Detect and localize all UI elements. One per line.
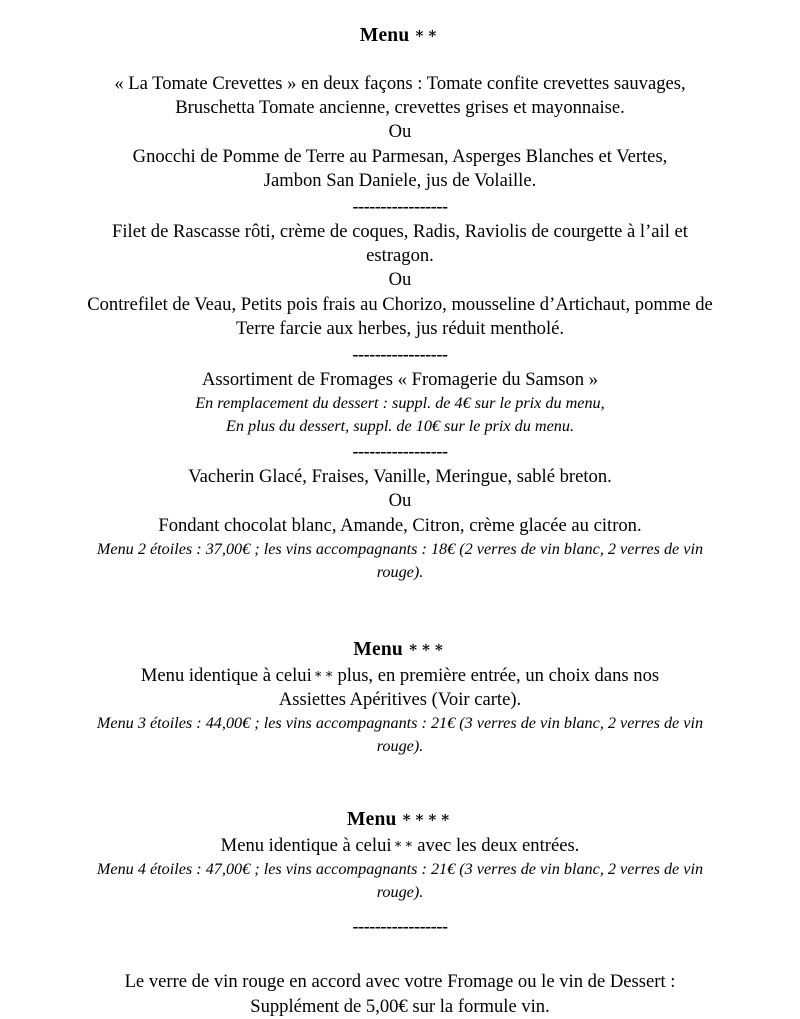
spacer-before-menu-four: [52, 758, 748, 806]
menu-two-star-price-line-1: Menu 2 étoiles : 37,00€ ; les vins accompagnants : 18€ (2 verres de vin blanc, 2 verres de vin: [96, 539, 704, 558]
main-two-line-2: Terre farcie aux herbes, jus réduit mentholé.: [235, 317, 565, 339]
menu-three-desc-part-a: Menu identique à celui: [140, 664, 312, 686]
dessert-two: Fondant chocolat blanc, Amande, Citron, crème glacée au citron.: [158, 514, 642, 536]
starter-one-line-1: « La Tomate Crevettes » en deux façons : Tomate confite crevettes sauvages,: [114, 73, 686, 94]
starter-two-line-2: Jambon San Daniele, jus de Volaille.: [263, 169, 537, 191]
spacer-before-footer: [52, 940, 748, 970]
starter-two-line-1: Gnocchi de Pomme de Terre au Parmesan, Asperges Blanches et Vertes,: [132, 145, 668, 167]
menu-four-desc-stars: ∗∗: [393, 836, 416, 852]
footer-wine-note-line-2: Supplément de 5,00€ sur la formule vin.: [250, 995, 550, 1017]
menu-two-star-title-stars: ∗∗: [414, 26, 441, 42]
menu-four-star-description-line-1: [52, 832, 748, 858]
cheese-supplement-note-1: En remplacement du dessert : suppl. de 4€ sur le prix du menu,: [195, 394, 605, 413]
menu-three-desc-stars: ∗∗: [313, 665, 336, 681]
section-separator: -----------------: [352, 196, 448, 217]
separator-after-cheese-wrap: [52, 438, 748, 465]
main-one-line-2: estragon.: [366, 245, 434, 267]
menu-two-star-title-word: Menu: [359, 25, 410, 46]
spacer-after-title: [52, 48, 748, 72]
menu-three-star-title: [52, 636, 748, 662]
starter-choice-separator-ou-1: Ou: [388, 121, 412, 143]
menu-four-desc-part-a: Menu identique à celui: [220, 835, 392, 857]
menu-four-star-title-word: Menu: [346, 809, 397, 831]
menu-three-star-price-line-2: rouge).: [376, 737, 424, 756]
section-separator: -----------------: [352, 441, 448, 462]
section-separator: -----------------: [352, 916, 448, 937]
separator-after-starters-wrap: [52, 193, 748, 220]
menu-four-star-title: [52, 806, 748, 832]
menu-three-star-description-line-2: Assiettes Apéritives (Voir carte).: [278, 689, 522, 711]
separator-before-footer-wrap: [52, 904, 748, 940]
footer-wine-note-line-1: Le verre de vin rouge en accord avec votre Fromage ou le vin de Dessert :: [124, 971, 676, 993]
menu-three-star-title-word: Menu: [353, 638, 403, 660]
cheese-course: Assortiment de Fromages « Fromagerie du Samson »: [201, 369, 599, 391]
main-one-line-1: Filet de Rascasse rôti, crème de coques, Radis, Raviolis de courgette à l’ail et: [112, 221, 688, 243]
menu-three-desc-part-b: plus, en première entrée, un choix dans nos: [337, 664, 660, 686]
cheese-supplement-note-2: En plus du dessert, suppl. de 10€ sur le prix du menu.: [225, 417, 574, 436]
starter-one-line-2: Bruschetta Tomate ancienne, crevettes grises et mayonnaise.: [175, 97, 625, 119]
menu-three-star-description-line-1: [52, 662, 748, 688]
menu-three-star-price-line-1: Menu 3 étoiles : 44,00€ ; les vins accompagnants : 21€ (3 verres de vin blanc, 2 verres de vin: [96, 714, 704, 733]
menu-two-star-price-line-2: rouge).: [376, 562, 424, 581]
menu-three-star-title-stars: ∗∗∗: [407, 639, 447, 656]
menu-four-star-price-line-2: rouge).: [376, 883, 424, 902]
section-separator: -----------------: [352, 344, 448, 365]
main-two-line-1: Contrefilet de Veau, Petits pois frais au Chorizo, mousseline d’Artichaut, pomme de: [87, 293, 713, 315]
menu-two-star-title: [52, 22, 748, 48]
dessert-choice-separator-ou-3: Ou: [388, 490, 412, 512]
separator-after-mains-wrap: [52, 341, 748, 368]
spacer-before-menu-three: [52, 584, 748, 636]
dessert-one: Vacherin Glacé, Fraises, Vanille, Meringue, sablé breton.: [188, 466, 612, 488]
menu-four-star-title-stars: ∗∗∗∗: [401, 810, 454, 827]
menu-four-star-price-line-1: Menu 4 étoiles : 47,00€ ; les vins accompagnants : 21€ (3 verres de vin blanc, 2 verres de vin: [96, 860, 704, 879]
menu-four-desc-part-b: avec les deux entrées.: [417, 835, 580, 857]
main-choice-separator-ou-2: Ou: [388, 269, 412, 291]
